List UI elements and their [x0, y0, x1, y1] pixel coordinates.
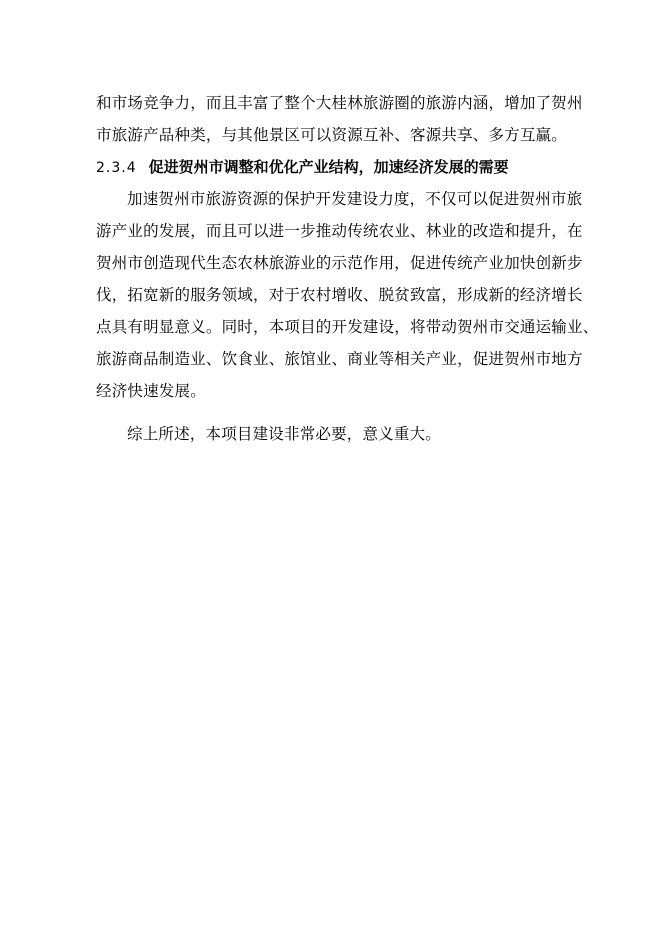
paragraph-line: 伐，拓宽新的服务领域，对于农村增收、脱贫致富，形成新的经济增长 — [96, 286, 583, 304]
section-heading — [96, 151, 509, 183]
paragraph-line: 游产业的发展，而且可以进一步推动传统农业、林业的改造和提升，在 — [96, 222, 583, 240]
main-paragraph — [96, 183, 599, 407]
paragraph-line: 和市场竞争力，而且丰富了整个大桂林旅游圈的旅游内涵，增加了贺州 — [96, 94, 583, 112]
paragraph-line: 综上所述，本项目建设非常必要，意义重大。 — [127, 425, 442, 443]
section-title: 促进贺州市调整和优化产业结构，加速经济发展的需要 — [148, 158, 509, 176]
paragraph-line: 加速贺州市旅游资源的保护开发建设力度，不仅可以促进贺州市旅 — [127, 190, 583, 208]
paragraph-line: 市旅游产品种类，与其他景区可以资源互补、客源共享、多方互赢。 — [96, 126, 568, 144]
summary-paragraph — [96, 418, 566, 450]
paragraph-line: 旅游商品制造业、饮食业、旅馆业、商业等相关产业，促进贺州市地方 — [96, 350, 583, 368]
paragraph-line: 经济快速发展。 — [96, 382, 206, 400]
continued-paragraph — [96, 87, 583, 151]
paragraph-line: 贺州市创造现代生态农林旅游业的示范作用，促进传统产业加快创新步 — [96, 254, 583, 272]
section-number: 2.3.4 — [96, 160, 137, 176]
paragraph-line: 点具有明显意义。同时，本项目的开发建设，将带动贺州市交通运输业、 — [96, 318, 599, 336]
